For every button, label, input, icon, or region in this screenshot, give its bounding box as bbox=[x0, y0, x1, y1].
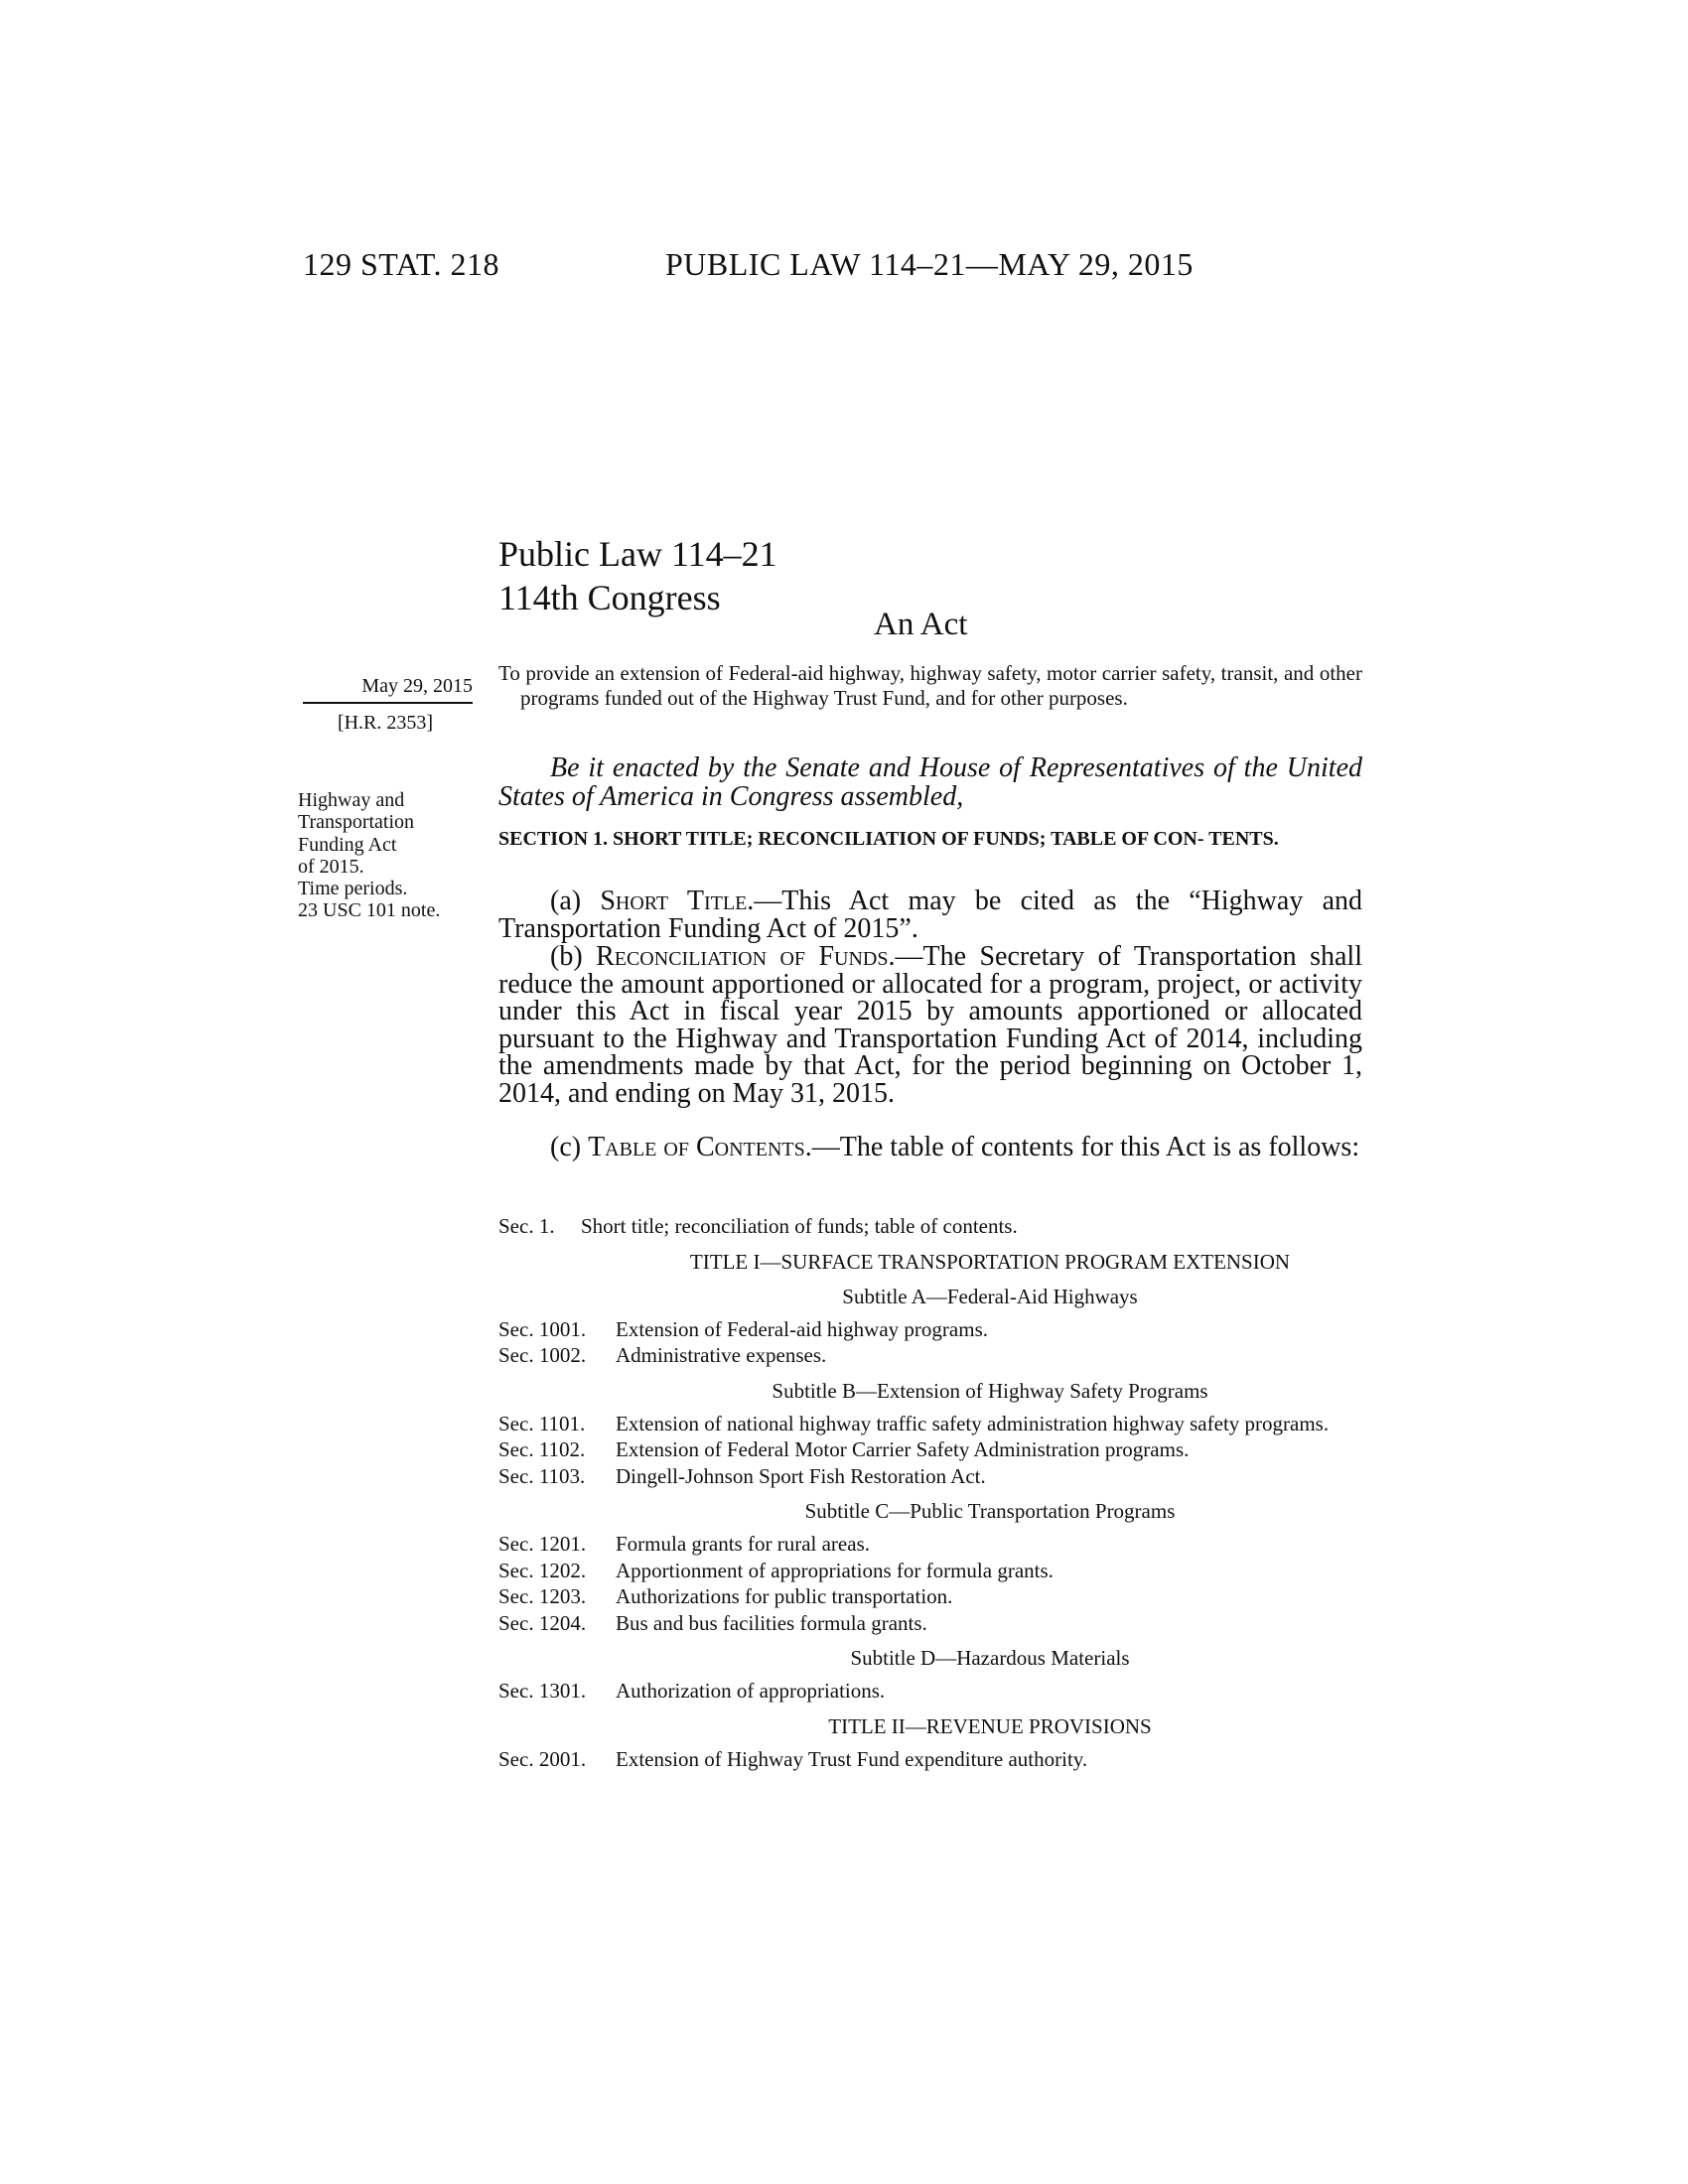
margin-divider bbox=[303, 702, 473, 704]
toc-section-title: Authorization of appropriations. bbox=[616, 1679, 886, 1703]
toc-section-number: Sec. 1204. bbox=[498, 1610, 587, 1635]
bill-number-note: [H.R. 2353] bbox=[337, 712, 434, 734]
law-title-block bbox=[498, 532, 777, 619]
toc-subtitle-heading: Subtitle C—Public Transportation Programs bbox=[804, 1499, 1176, 1523]
subsection-text: .—This Act may be cited as the “Highway and Transportation Funding Act of 2015”. bbox=[498, 886, 1362, 944]
toc-section-number: Sec. 1103. bbox=[498, 1463, 586, 1488]
stat-citation: 129 STAT. 218 bbox=[303, 246, 500, 282]
toc-subtitle-heading: Subtitle B—Extension of Highway Safety Programs bbox=[772, 1378, 1208, 1403]
toc-section-number: Sec. 1101. bbox=[498, 1411, 586, 1435]
subsection-text: .—The table of contents for this Act is as follows: bbox=[804, 1132, 1360, 1162]
enacting-clause: Be it enacted by the Senate and House of Representatives of the United States of America in Congress assembled, bbox=[498, 752, 1362, 812]
toc-section-title: Short title; reconciliation of funds; table of contents. bbox=[581, 1214, 1018, 1238]
an-act-heading: An Act bbox=[874, 607, 968, 642]
subsection-caption: Short Title bbox=[600, 886, 748, 916]
toc-subtitle-heading: Subtitle A—Federal-Aid Highways bbox=[842, 1284, 1138, 1308]
subsection-label: (b) bbox=[550, 941, 597, 972]
toc-entry bbox=[498, 1436, 1362, 1463]
law-number: Public Law 114–21 bbox=[498, 534, 777, 574]
margin-notes bbox=[298, 789, 473, 922]
toc-title-heading: TITLE I—SURFACE TRANSPORTATION PROGRAM EXTENSION bbox=[689, 1249, 1291, 1274]
toc-section-number: Sec. 2001. bbox=[498, 1746, 587, 1771]
margin-note-line: Transportation bbox=[298, 811, 415, 834]
subsection-caption: Table of Contents bbox=[588, 1132, 805, 1162]
subsection-caption: Reconciliation of Funds bbox=[596, 941, 889, 972]
toc-entry bbox=[498, 1746, 1362, 1773]
toc-title-heading: TITLE II—REVENUE PROVISIONS bbox=[828, 1713, 1152, 1738]
toc-entry bbox=[498, 1610, 1362, 1637]
toc-entry bbox=[498, 1316, 1362, 1343]
subsection-text: .—The Secretary of Transportation shall reduce the amount apportioned or allocated for a program, project, or activity under this Act in fiscal year 2015 by amounts apportioned or allocated pursuant to the Highway and Transportation Funding Act of 2014, including the amendments made by that Act, for the period beginning on October 1, 2014, and ending on May 31, 2015. bbox=[498, 941, 1362, 1109]
margin-note-line: Time periods. bbox=[298, 878, 408, 900]
toc-entry bbox=[498, 1213, 1362, 1240]
toc-section-number: Sec. 1301. bbox=[498, 1679, 587, 1703]
toc-section-number: Sec. 1201. bbox=[498, 1532, 587, 1556]
table-of-contents bbox=[498, 1213, 1362, 1772]
congress-number: 114th Congress bbox=[498, 578, 721, 617]
toc-section-title: Administrative expenses. bbox=[616, 1343, 827, 1367]
margin-note-line: 23 USC 101 note. bbox=[298, 899, 441, 922]
toc-entry bbox=[498, 1342, 1362, 1369]
margin-note-line: of 2015. bbox=[298, 855, 364, 878]
subsection-label: (a) bbox=[550, 886, 601, 916]
section-heading: SECTION 1. SHORT TITLE; RECONCILIATION OF FUNDS; TABLE OF CON- TENTS. bbox=[498, 828, 1279, 850]
toc-section-title: Apportionment of appropriations for formula grants. bbox=[616, 1558, 1054, 1582]
toc-section-title: Formula grants for rural areas. bbox=[616, 1532, 870, 1556]
toc-entry bbox=[498, 1678, 1362, 1705]
toc-entry bbox=[498, 1463, 1362, 1490]
margin-note-line: Funding Act bbox=[298, 833, 397, 856]
toc-subtitle-heading: Subtitle D—Hazardous Materials bbox=[850, 1646, 1130, 1670]
toc-section-title: Extension of Federal Motor Carrier Safety Administration programs. bbox=[616, 1437, 1190, 1461]
toc-entry bbox=[498, 1583, 1362, 1610]
toc-entry bbox=[498, 1531, 1362, 1558]
subsection-b bbox=[498, 943, 1362, 1107]
toc-entry bbox=[498, 1558, 1362, 1584]
toc-section-number: Sec. 1002. bbox=[498, 1343, 587, 1367]
toc-section-title: Authorizations for public transportation. bbox=[616, 1584, 953, 1608]
purpose-clause: To provide an extension of Federal-aid highway, highway safety, motor carrier safety, transit, and other programs funded out of the Highway Trust Fund, and for other purposes. bbox=[498, 661, 1362, 710]
toc-section-title: Extension of national highway traffic safety administration highway safety programs. bbox=[616, 1411, 1330, 1435]
subsection-a bbox=[498, 887, 1362, 942]
toc-section-number: Sec. 1202. bbox=[498, 1558, 587, 1582]
toc-section-number: Sec. 1. bbox=[498, 1214, 555, 1238]
toc-section-title: Extension of Federal-aid highway programs. bbox=[616, 1316, 988, 1341]
toc-section-title: Dingell-Johnson Sport Fish Restoration Act. bbox=[616, 1463, 986, 1488]
margin-note-line: Highway and bbox=[298, 789, 405, 811]
toc-section-title: Bus and bus facilities formula grants. bbox=[616, 1610, 927, 1635]
toc-section-number: Sec. 1001. bbox=[498, 1316, 587, 1341]
toc-section-number: Sec. 1102. bbox=[498, 1437, 586, 1461]
toc-section-number: Sec. 1203. bbox=[498, 1584, 587, 1608]
subsection-label: (c) bbox=[550, 1132, 589, 1162]
subsection-c bbox=[498, 1134, 1362, 1161]
running-head: PUBLIC LAW 114–21—MAY 29, 2015 bbox=[665, 246, 1194, 282]
toc-section-title: Extension of Highway Trust Fund expenditure authority. bbox=[616, 1746, 1088, 1771]
enactment-date-note: May 29, 2015 bbox=[361, 675, 473, 697]
toc-entry bbox=[498, 1411, 1362, 1437]
